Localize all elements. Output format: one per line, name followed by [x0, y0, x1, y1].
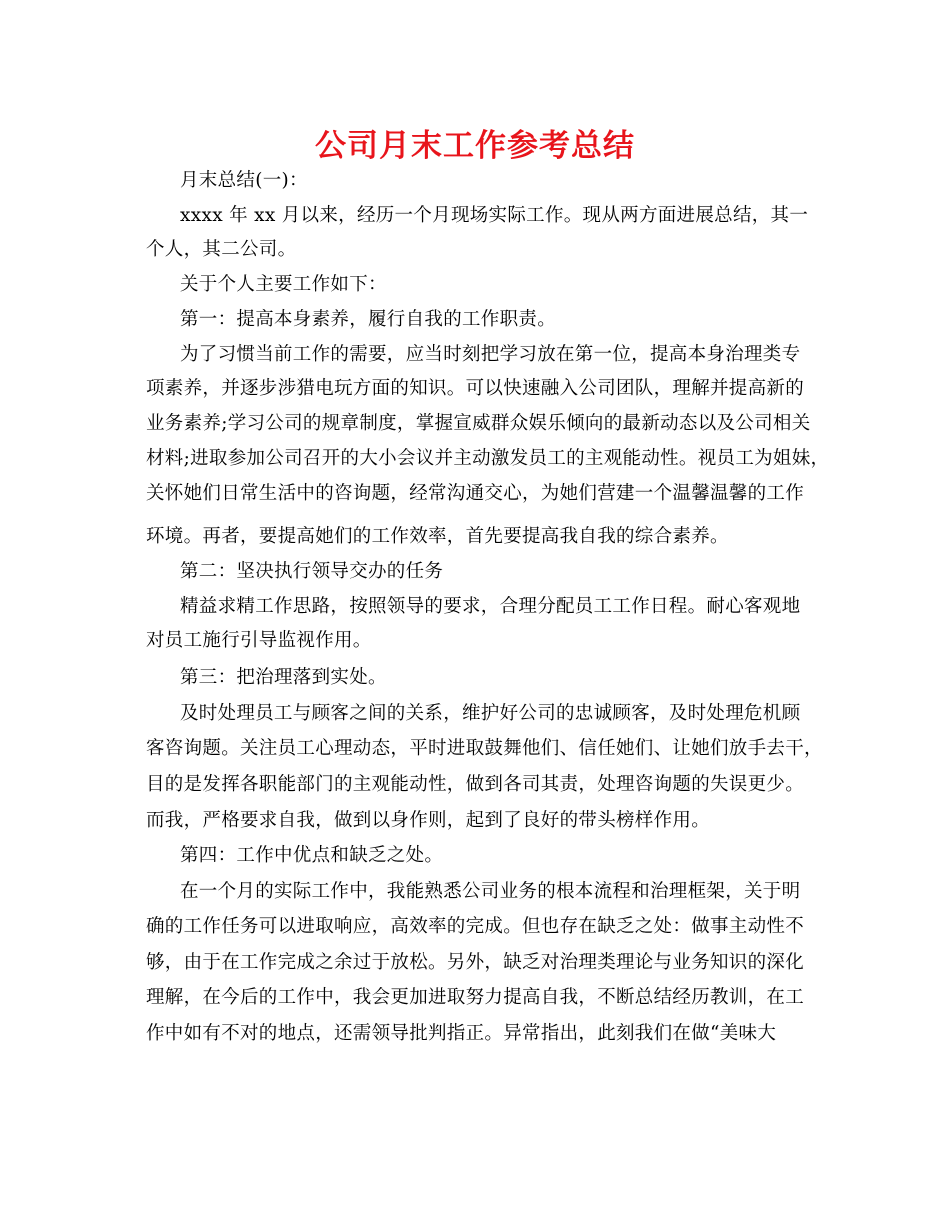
text-line: 对员工施行引导监视作用。 — [146, 630, 372, 651]
document-title: 公司月末工作参考总结 — [315, 128, 635, 164]
text-line: 项素养，并逐步涉猎电玩方面的知识。可以快速融入公司团队，理解并提高新的 — [146, 378, 805, 399]
text-line: 月末总结(一)： — [180, 170, 308, 191]
text-line: 作中如有不对的地点，还需领导批判指正。异常指出，此刻我们在做“美味大 — [146, 1023, 777, 1044]
text-line: 目的是发挥各职能部门的主观能动性，做到各司其责，处理咨询题的失误更少。 — [146, 774, 805, 795]
text-line: 而我，严格要求自我，做到以身作则，起到了良好的带头榜样作用。 — [146, 810, 711, 831]
text-line: 第四：工作中优点和缺乏之处。 — [180, 845, 444, 866]
text-line: 及时处理员工与顾客之间的关系，维护好公司的忠诚顾客，及时处理危机顾 — [180, 703, 801, 724]
text-line: 确的工作任务可以进取响应，高效率的完成。但也存在缺乏之处：做事主动性不 — [146, 916, 805, 937]
text-line: 客咨询题。关注员工心理动态，平时进取鼓舞他们、信任她们、让她们放手去干， — [146, 738, 823, 759]
text-line: 够，由于在工作完成之余过于放松。另外，缺乏对治理类理论与业务知识的深化 — [146, 952, 805, 973]
text-line: 第一：提高本身素养，履行自我的工作职责。 — [180, 309, 557, 330]
text-line: 理解，在今后的工作中，我会更加进取努力提高自我，不断总结经历教训，在工 — [146, 987, 805, 1008]
text-line: 关于个人主要工作如下： — [180, 274, 387, 295]
text-line: 为了习惯当前工作的需要，应当时刻把学习放在第一位，提高本身治理类专 — [180, 344, 801, 365]
text-line: 第三：把治理落到实处。 — [180, 667, 387, 688]
text-line: 材料;进取参加公司召开的大小会议并主动激发员工的主观能动性。视员工为姐妹， — [146, 448, 830, 469]
text-line: 业务素养;学习公司的规章制度，掌握宣威群众娱乐倾向的最新动态以及公司相关 — [146, 413, 811, 434]
text-line: 第二：坚决执行领导交办的任务 — [180, 561, 444, 582]
text-line: 环境。再者，要提高她们的工作效率，首先要提高我自我的综合素养。 — [146, 526, 729, 547]
text-line: 关怀她们日常生活中的咨询题，经常沟通交心，为她们营建一个温馨温馨的工作 — [146, 483, 805, 504]
text-line: xxxx 年 xx 月以来，经历一个月现场实际工作。现从两方面进展总结，其一 — [180, 205, 809, 226]
text-line: 在一个月的实际工作中，我能熟悉公司业务的根本流程和治理框架，关于明 — [180, 881, 801, 902]
text-line: 个人，其二公司。 — [146, 239, 297, 260]
text-line: 精益求精工作思路，按照领导的要求，合理分配员工工作日程。耐心客观地 — [180, 596, 801, 617]
